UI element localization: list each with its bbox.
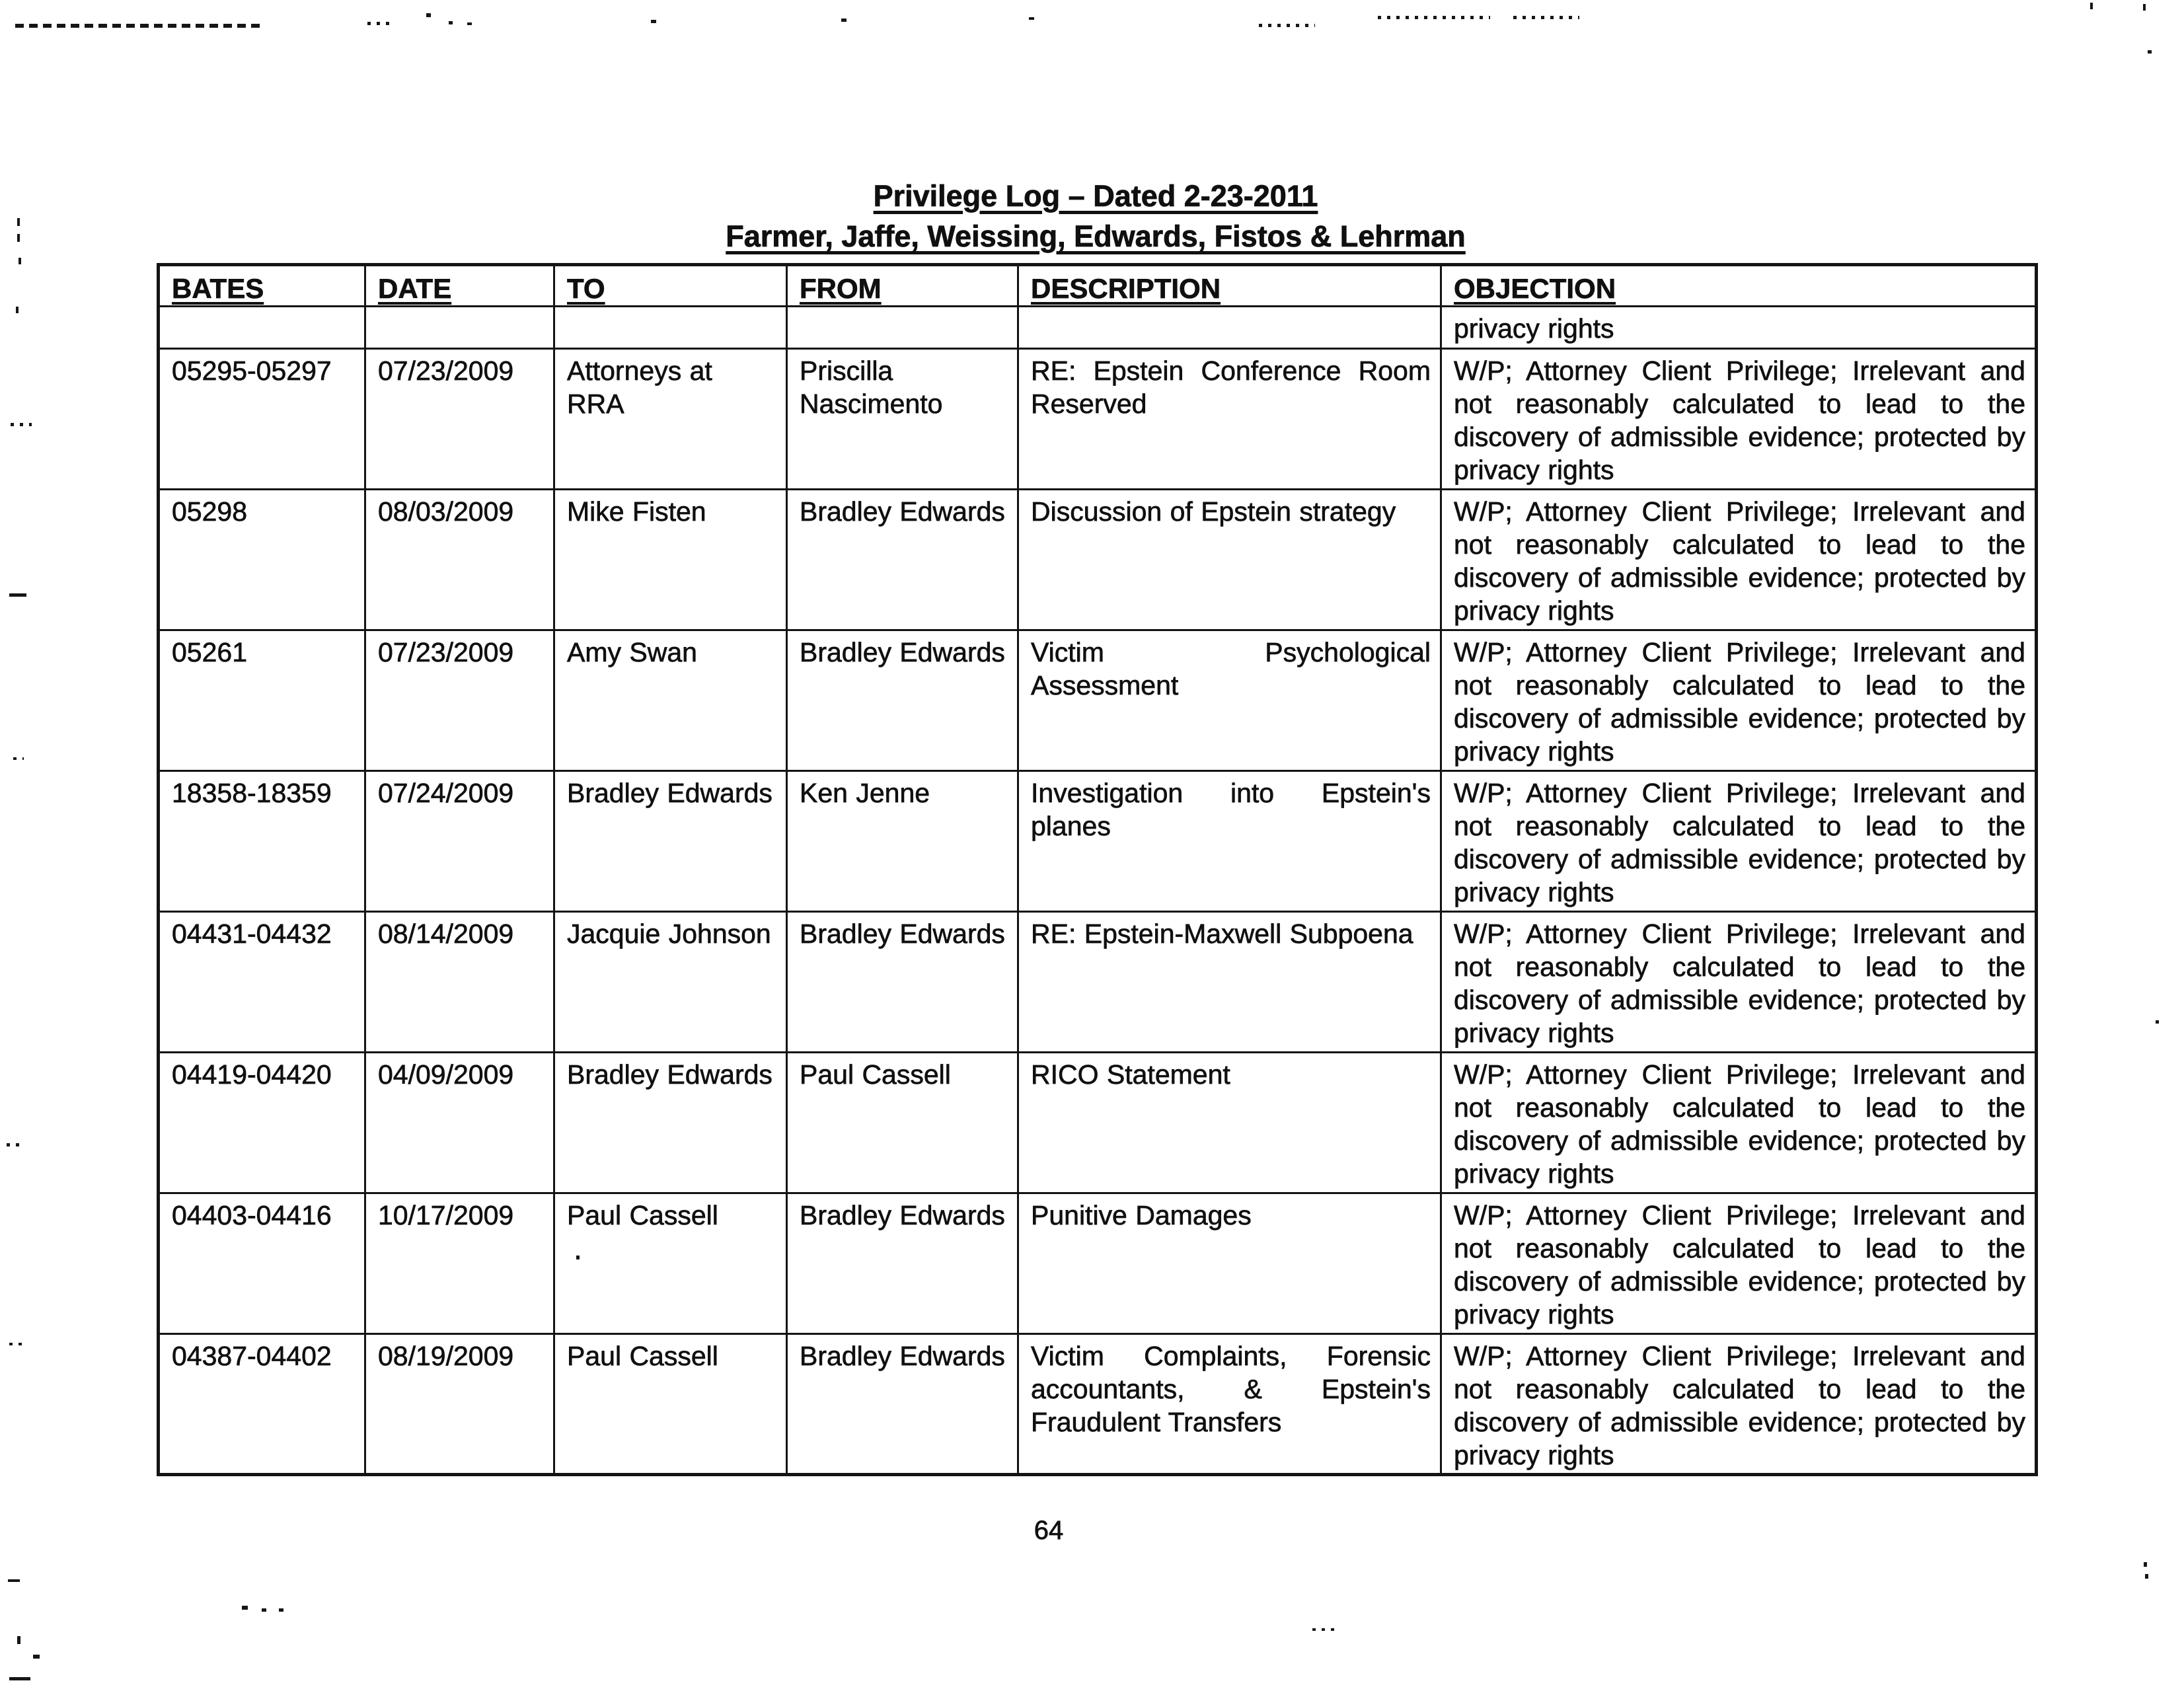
cell-date: 04/09/2009 — [365, 1053, 554, 1193]
cell-to: Attorneys at RRA — [554, 349, 787, 490]
scan-artifact — [8, 1579, 20, 1582]
cell-to: Bradley Edwards — [554, 771, 787, 912]
cell-bates — [159, 307, 365, 349]
scan-artifact — [17, 1636, 20, 1644]
privilege-log-table — [157, 263, 2038, 1476]
cell-description: Victim Complaints, Forensic accountants, & Epstein's Fraudulent Transfers — [1018, 1334, 1441, 1475]
cell-objection: privacy rights — [1441, 307, 2037, 349]
scan-artifact — [2148, 50, 2152, 54]
scan-artifact — [33, 1655, 40, 1659]
cell-objection: W/P; Attorney Client Privilege; Irrelevant and not reasonably calculated to lead to the discovery of admissible evidence; protected by privacy rights — [1441, 1053, 2037, 1193]
scan-artifact — [262, 1608, 266, 1612]
scan-artifact — [15, 24, 263, 28]
cell-to: Paul Cassell — [554, 1193, 787, 1334]
page-number: 64 — [1034, 1516, 1064, 1545]
cell-objection: W/P; Attorney Client Privilege; Irrelevant and not reasonably calculated to lead to the discovery of admissible evidence; protected by privacy rights — [1441, 349, 2037, 490]
document-title — [157, 176, 2035, 216]
scan-artifact — [2090, 3, 2093, 9]
scan-artifact — [426, 13, 431, 17]
table-row — [159, 1193, 2037, 1334]
cell-bates: 04403-04416 — [159, 1193, 365, 1334]
scan-artifact — [1513, 16, 1579, 19]
cell-to: Amy Swan — [554, 630, 787, 771]
cell-description: RICO Statement — [1018, 1053, 1441, 1193]
cell-description: Investigation into Epstein's planes — [1018, 771, 1441, 912]
cell-objection: W/P; Attorney Client Privilege; Irrelevant and not reasonably calculated to lead to the discovery of admissible evidence; protected by privacy rights — [1441, 630, 2037, 771]
cell-description — [1018, 307, 1441, 349]
cell-objection: W/P; Attorney Client Privilege; Irrelevant and not reasonably calculated to lead to the discovery of admissible evidence; protected by privacy rights — [1441, 912, 2037, 1053]
cell-to: Paul Cassell — [554, 1334, 787, 1475]
cell-to: Mike Fisten — [554, 490, 787, 630]
scan-artifact — [2144, 1562, 2147, 1567]
table-row — [159, 630, 2037, 771]
scan-artifact — [13, 757, 24, 760]
cell-description: Victim Psychological Assessment — [1018, 630, 1441, 771]
cell-bates: 04419-04420 — [159, 1053, 365, 1193]
cell-from: Paul Cassell — [787, 1053, 1018, 1193]
scan-artifact — [17, 218, 20, 226]
table-row-carryover — [159, 307, 2037, 349]
document-title-text: Privilege Log – Dated 2-23-2011 — [873, 179, 1318, 213]
cell-description: Discussion of Epstein strategy — [1018, 490, 1441, 630]
cell-bates: 05295-05297 — [159, 349, 365, 490]
scan-artifact — [11, 423, 32, 426]
scan-artifact — [576, 1256, 580, 1259]
cell-date: 08/14/2009 — [365, 912, 554, 1053]
column-header-date: DATE — [365, 265, 554, 307]
document-title-block — [157, 176, 2035, 256]
cell-from: Bradley Edwards — [787, 630, 1018, 771]
cell-to — [554, 307, 787, 349]
cell-description: Punitive Damages — [1018, 1193, 1441, 1334]
cell-bates: 04431-04432 — [159, 912, 365, 1053]
cell-date: 07/23/2009 — [365, 630, 554, 771]
table-row — [159, 490, 2037, 630]
cell-objection: W/P; Attorney Client Privilege; Irrelevant and not reasonably calculated to lead to the discovery of admissible evidence; protected by privacy rights — [1441, 1193, 2037, 1334]
cell-from: Bradley Edwards — [787, 1193, 1018, 1334]
table-row — [159, 912, 2037, 1053]
cell-from: Bradley Edwards — [787, 1334, 1018, 1475]
scan-artifact — [1029, 17, 1034, 20]
scan-artifact — [1378, 16, 1490, 19]
cell-date: 07/24/2009 — [365, 771, 554, 912]
cell-from: Ken Jenne — [787, 771, 1018, 912]
scan-artifact — [2145, 1574, 2148, 1579]
table-row — [159, 1053, 2037, 1193]
scan-artifact — [1259, 24, 1315, 27]
scan-artifact — [9, 1343, 24, 1345]
cell-description: RE: Epstein Conference Room Reserved — [1018, 349, 1441, 490]
cell-objection: W/P; Attorney Client Privilege; Irrelevant and not reasonably calculated to lead to the discovery of admissible evidence; protected by privacy rights — [1441, 1334, 2037, 1475]
cell-from — [787, 307, 1018, 349]
cell-date — [365, 307, 554, 349]
cell-from: Priscilla Nascimento — [787, 349, 1018, 490]
document-subtitle-text: Farmer, Jaffe, Weissing, Edwards, Fistos & Lehrman — [726, 219, 1466, 253]
cell-date: 10/17/2009 — [365, 1193, 554, 1334]
cell-date: 08/19/2009 — [365, 1334, 554, 1475]
column-header-bates: BATES — [159, 265, 365, 307]
scan-artifact — [367, 22, 394, 25]
cell-description: RE: Epstein-Maxwell Subpoena — [1018, 912, 1441, 1053]
table-row — [159, 349, 2037, 490]
cell-to: Bradley Edwards — [554, 1053, 787, 1193]
column-header-description: DESCRIPTION — [1018, 265, 1441, 307]
cell-bates: 18358-18359 — [159, 771, 365, 912]
column-header-objection: OBJECTION — [1441, 265, 2037, 307]
table-row — [159, 1334, 2037, 1475]
cell-date: 07/23/2009 — [365, 349, 554, 490]
cell-to: Jacquie Johnson — [554, 912, 787, 1053]
table-header-row — [159, 265, 2037, 307]
scan-artifact — [1312, 1628, 1336, 1631]
cell-objection: W/P; Attorney Client Privilege; Irrelevant and not reasonably calculated to lead to the discovery of admissible evidence; protected by privacy rights — [1441, 771, 2037, 912]
cell-date: 08/03/2009 — [365, 490, 554, 630]
scan-artifact — [9, 593, 26, 597]
scan-artifact — [2156, 1020, 2159, 1024]
cell-from: Bradley Edwards — [787, 912, 1018, 1053]
cell-bates: 05261 — [159, 630, 365, 771]
cell-from: Bradley Edwards — [787, 490, 1018, 630]
scan-artifact — [279, 1608, 283, 1612]
document-subtitle — [157, 216, 2035, 256]
scan-artifact — [2143, 4, 2146, 11]
cell-bates: 05298 — [159, 490, 365, 630]
scan-artifact — [242, 1606, 248, 1610]
scan-artifact — [841, 19, 847, 22]
column-header-to: TO — [554, 265, 787, 307]
cell-objection: W/P; Attorney Client Privilege; Irrelevant and not reasonably calculated to lead to the discovery of admissible evidence; protected by privacy rights — [1441, 490, 2037, 630]
table-row — [159, 771, 2037, 912]
scan-artifact — [449, 21, 453, 24]
scan-artifact — [467, 22, 472, 25]
column-header-from: FROM — [787, 265, 1018, 307]
cell-bates: 04387-04402 — [159, 1334, 365, 1475]
scan-artifact — [16, 307, 19, 313]
scan-artifact — [7, 1143, 24, 1146]
scan-artifact — [17, 234, 20, 242]
scan-artifact — [9, 1677, 30, 1680]
scan-artifact — [651, 20, 656, 23]
scan-artifact — [19, 258, 21, 264]
